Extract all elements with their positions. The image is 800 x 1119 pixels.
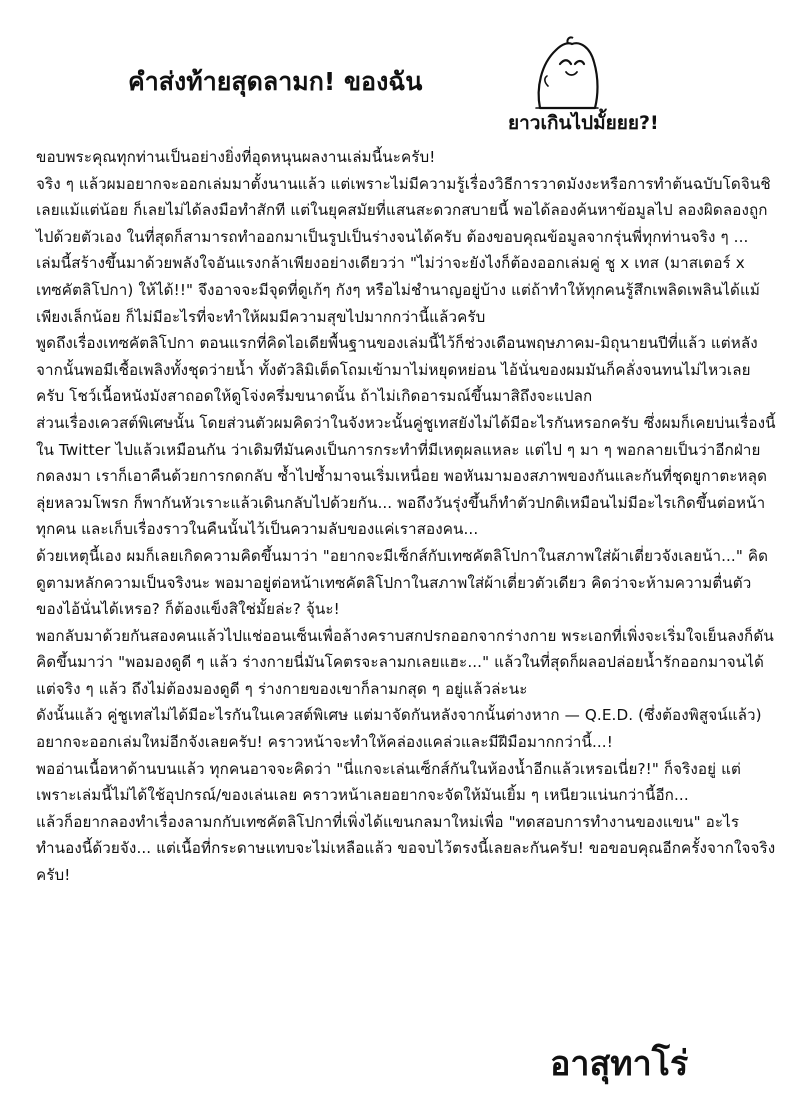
paragraph: พอกลับมาด้วยกันสองคนแล้วไปแช่ออนเซ็นเพื่อล้างคราบสกปรกออกจากร่างกาย พระเอกที่เพิ่งจะเริ่มใจเย็นลงก็ดันคิดขึ้นมาว่า "พอมองดูดี ๆ แล้ว ร่างกายนี่มันโคตรจะลามกเลยแฮะ..." แล้วในที่สุดก็ผลอปล่อยน้ำรักออกมาจนได้ แต่จริง ๆ แล้ว ถึงไม่ต้องมองดูดี ๆ ร่างกายของเขาก็ลามกสุด ๆ อยู่แล้วล่ะนะ bbox=[36, 626, 774, 698]
author-signature: อาสุทาโร่ bbox=[550, 1044, 689, 1084]
paragraph: พออ่านเนื้อหาด้านบนแล้ว ทุกคนอาจจะคิดว่า "นี่แกจะเล่นเซ็กส์กันในห้องน้ำอีกแล้วเหรอเนี่ย?!" ก็จริงอยู่ แต่เพราะเล่มนี้ไม่ได้ใช้อุปกรณ์/ของเล่นเลย คราวหน้าเลยอยากจะจัดให้มันเยิ้ม ๆ เหนียวแน่นกว่านี้อีก... bbox=[36, 759, 741, 805]
paragraph: ส่วนเรื่องเควสต์พิเศษนั้น โดยส่วนตัวผมคิดว่าในจังหวะนั้นคู่ชูเทสยังไม่ได้มีอะไรกันหรอกครับ ซึ่งผมก็เคยบ่นเรื่องนี้ใน Twitter ไปแล้วเหมือนกัน ว่าเดิมทีมันคงเป็นการกระทำที่มีเหตุผลแหละ แต่ไป ๆ มา ๆ พอกลายเป็นว่าอีกฝ่ายกดลงมา เราก็เอาคืนด้วยการกดกลับ ซ้ำไปซ้ำมาจนเริ่มเหนื่อย พอหันมามองสภาพของกันและกันที่ชุดยูกาตะหลุดลุ่ยหลวมโพรก ก็พากันหัวเราะแล้วเดินกลับไปด้วยกัน... พอถึงวันรุ่งขึ้นก็ทำตัวปกติเหมือนไม่มีอะไรเกิดขึ้นต่อหน้าทุกคน และเก็บเรื่องราวในคืนนั้นไว้เป็นความลับของแค่เราสองคน... bbox=[36, 413, 776, 539]
side-note: ยาวเกินไปมั้ยยย?! bbox=[508, 112, 659, 134]
paragraph: อยากจะออกเล่มใหม่อีกจังเลยครับ! คราวหน้าจะทำให้คล่องแคล่วและมีฝีมือมากกว่านี้...! bbox=[36, 733, 613, 752]
afterword-body bbox=[36, 144, 776, 889]
paragraph: แล้วก็อยากลองทำเรื่องลามกกับเทซคัตลิโปกาที่เพิ่งได้แขนกลมาใหม่เพื่อ "ทดสอบการทำงานของแขน" อะไรทำนองนี้ด้วยจัง... แต่เนื้อที่กระดาษแทบจะไม่เหลือแล้ว ขอจบไว้ตรงนี้เลยละกันครับ! ขอขอบคุณอีกครั้งจากใจจริงครับ! bbox=[36, 812, 776, 885]
paragraph: ขอบพระคุณทุกท่านเป็นอย่างยิ่งที่อุดหนุนผลงานเล่มนี้นะครับ! bbox=[36, 148, 436, 166]
mascot-drawing bbox=[532, 34, 602, 114]
paragraph: จริง ๆ แล้วผมอยากจะออกเล่มมาตั้งนานแล้ว แต่เพราะไม่มีความรู้เรื่องวิธีการวาดมังงะหรือการทำต้นฉบับโดจินชิเลยแม้แต่น้อย ก็เลยไม่ได้ลงมือทำสักที แต่ในยุคสมัยที่แสนสะดวกสบายนี้ พอได้ลองค้นหาข้อมูลไป ลองผิดลองถูกไปด้วยตัวเอง ในที่สุดก็สามารถทำออกมาเป็นรูปเป็นร่างจนได้ครับ ต้องขอบคุณข้อมูลจากรุ่นพี่ทุกท่านจริง ๆ ... เล่มนี้สร้างขึ้นมาด้วยพลังใจอันแรงกล้าเพียงอย่างเดียวว่า "ไม่ว่าจะยังไงก็ต้องออกเล่มคู่ ชู x เทส (มาสเตอร์ x เทซคัตลิโปกา) ให้ได้!!" จึงอาจจะมีจุดที่ดูเก้ๆ กังๆ หรือไม่ชำนาญอยู่บ้าง แต่ถ้าทำให้ทุกคนรู้สึกเพลิดเพลินได้แม้เพียงเล็กน้อย ก็ไม่มีอะไรที่จะทำให้ผมมีความสุขไปมากกว่านี้แล้วครับ bbox=[36, 174, 771, 326]
paragraph: ด้วยเหตุนี้เอง ผมก็เลยเกิดความคิดขึ้นมาว่า "อยากจะมีเซ็กส์กับเทซคัตลิโปกาในสภาพใส่ผ้าเตี่ยวจังเลยน้า..." คิดดูตามหลักความเป็นจริงนะ พอมาอยู่ต่อหน้าเทซคัตลิโปกาในสภาพใส่ผ้าเตี่ยวตัวเดียว คิดว่าจะห้ามความตื่นตัวของไอ้นั่นได้เหรอ? ก็ต้องแข็งสิใช่มั้ยล่ะ? จุ้นะ! bbox=[36, 546, 769, 619]
paragraph: พูดถึงเรื่องเทซคัตลิโปกา ตอนแรกที่คิดไอเดียพื้นฐานของเล่มนี้ไว้ก็ช่วงเดือนพฤษภาคม-มิถุนายนปีที่แล้ว แต่หลังจากนั้นพอมีเชื้อเพลิงทั้งชุดว่ายน้ำ ทั้งตัวลิมิเต็ดโถมเข้ามาไม่หยุดหย่อน ไอ้นั่นของผมมันก็คลั่งจนทนไม่ไหวเลยครับ โชว์เนื้อหนังมังสาถอดให้ดูโจ่งครึ่มขนาดนั้น ถ้าไม่เกิดอารมณ์ขึ้นมาสิถึงจะแปลก bbox=[36, 334, 758, 406]
paragraph: ดังนั้นแล้ว คู่ชูเทสไม่ได้มีอะไรกันในเควสต์พิเศษ แต่มาจัดกันหลังจากนั้นต่างหาก — Q.E.D. (ซึ่งต้องพิสูจน์แล้ว) bbox=[36, 706, 762, 725]
page-title: คำส่งท้ายสุดลามก! ของฉัน bbox=[128, 67, 423, 96]
